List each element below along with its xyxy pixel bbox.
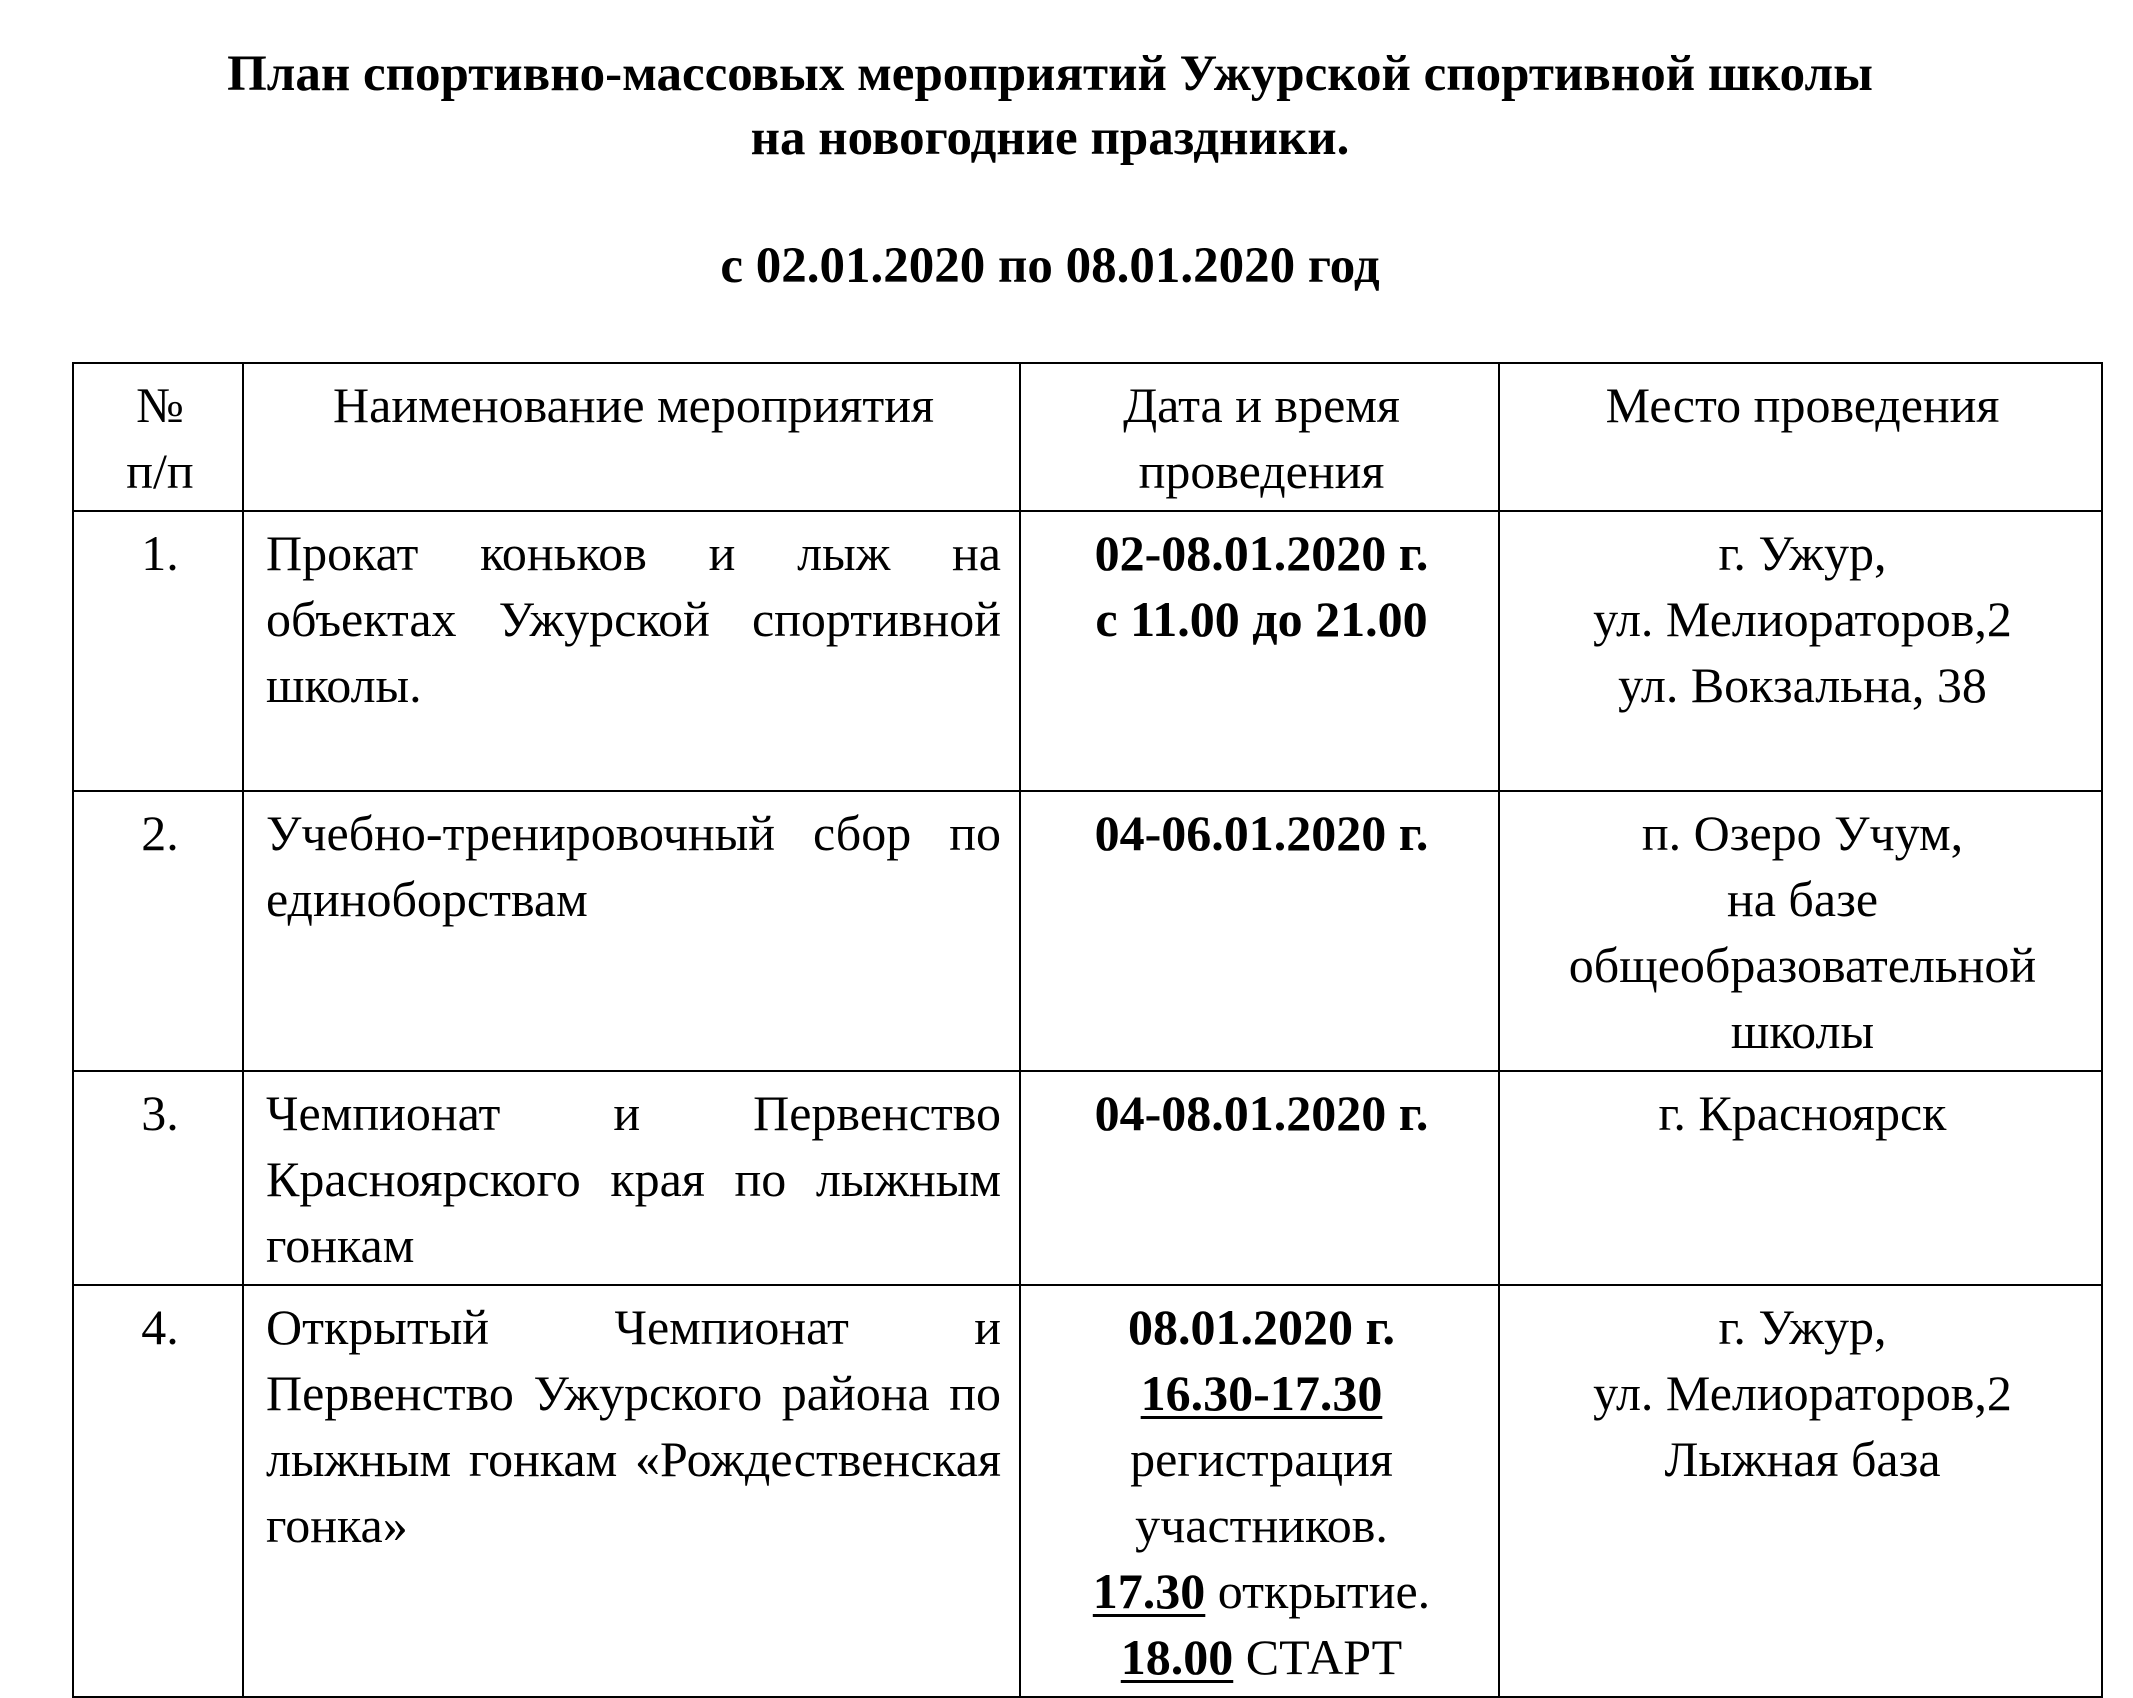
row-number: 4. [73,1285,243,1697]
row-event-name: Открытый Чемпионат и Первенство Ужурского района по лыжным гонкам «Рождественская гонка» [243,1285,1020,1697]
table-row [73,1285,2102,1697]
header-date-line2: проведения [1138,443,1385,499]
document-title-line2: на новогодние праздники. [750,110,1350,166]
row-date-line: 02-08.01.2020 г. [1094,525,1429,581]
table-row [73,511,2102,791]
opening-text: открытие. [1205,1563,1431,1619]
row-place-line: ул. Мелиораторов,2 [1593,1365,2012,1421]
row-date-day: 08.01.2020 г. [1127,1299,1396,1355]
table-header-row [73,363,2102,511]
row-date [1020,791,1499,1071]
row-number: 2. [73,791,243,1071]
events-table [72,362,2103,1698]
row-place [1499,511,2102,791]
header-number [73,363,243,511]
row-event-name: Учебно-тренировочный сбор по единоборствам [243,791,1020,1071]
start-text: СТАРТ [1233,1629,1403,1685]
row-date-line: 04-08.01.2020 г. [1094,1085,1429,1141]
header-number-line2: п/п [126,443,194,499]
row-place-line: г. Ужур, [1718,525,1887,581]
row-place-line: п. Озеро Учум, [1641,805,1964,861]
registration-text-line2: участников. [1135,1497,1388,1553]
start-time: 18.00 [1120,1629,1234,1685]
row-place-line: школы [1730,1003,1875,1059]
row-date [1020,1071,1499,1285]
document-period: с 02.01.2020 по 08.01.2020 год [720,238,1380,294]
header-name: Наименование мероприятия [243,363,1020,511]
row-date-line: 04-06.01.2020 г. [1094,805,1429,861]
row-place-line: г. Ужур, [1718,1299,1887,1355]
registration-time: 16.30-17.30 [1140,1365,1383,1421]
table-row [73,1071,2102,1285]
row-place [1499,1071,2102,1285]
header-date [1020,363,1499,511]
header-date-line1: Дата и время [1123,377,1400,433]
document-title-line1: План спортивно-массовых мероприятий Ужурской спортивной школы [227,46,1873,102]
row-number: 3. [73,1071,243,1285]
header-place: Место проведения [1499,363,2102,511]
table-row [73,791,2102,1071]
opening-time: 17.30 [1092,1563,1206,1619]
registration-text-line1: регистрация [1130,1431,1393,1487]
row-number: 1. [73,511,243,791]
row-place-line: ул. Вокзальна, 38 [1618,657,1987,713]
row-event-name: Прокат коньков и лыж на объектах Ужурской спортивной школы. [243,511,1020,791]
header-number-line1: № [136,377,184,433]
row-place-line: Лыжная база [1664,1431,1941,1487]
row-place-line: ул. Мелиораторов,2 [1593,591,2012,647]
row-event-name: Чемпионат и Первенство Красноярского края по лыжным гонкам [243,1071,1020,1285]
row-place-line: на базе [1726,871,1879,927]
row-place-line: г. Красноярск [1658,1085,1947,1141]
row-date-line: с 11.00 до 21.00 [1095,591,1428,647]
row-place [1499,791,2102,1071]
row-date [1020,1285,1499,1697]
row-date [1020,511,1499,791]
row-place-line: общеобразовательной [1568,937,2037,993]
row-place [1499,1285,2102,1697]
